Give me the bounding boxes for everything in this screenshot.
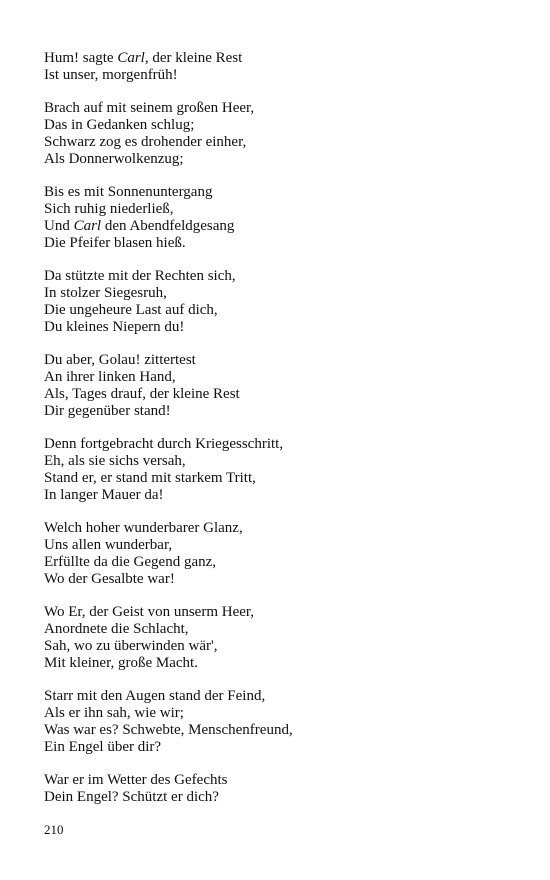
line-text: War er im Wetter des Gefechts: [44, 772, 228, 789]
poem-line: [44, 218, 524, 235]
line-text: In langer Mauer da!: [44, 486, 164, 503]
page-number: 210: [44, 822, 64, 837]
line-text: Welch hoher wunderbarer Glanz,: [44, 520, 243, 537]
poem-line: [44, 302, 524, 319]
line-text: Uns allen wunderbar,: [44, 537, 173, 554]
poem-line: [44, 201, 524, 218]
line-text: Schwarz zog es drohender einher,: [44, 133, 247, 150]
poem-line: [44, 151, 524, 168]
line-text: Sah, wo zu überwinden wär',: [44, 637, 218, 654]
stanza: [44, 604, 524, 671]
line-text: Als, Tages drauf, der kleine Rest: [44, 385, 240, 402]
line-text: Wo der Gesalbte war!: [44, 570, 175, 587]
line-text: Dir gegenüber stand!: [44, 402, 171, 419]
line-text: Stand er, er stand mit starkem Tritt,: [44, 469, 256, 486]
line-text: Mit kleiner, große Macht.: [44, 654, 198, 671]
poem-line: [44, 621, 524, 638]
line-text: Erfüllte da die Gegend ganz,: [44, 553, 217, 570]
line-text: Denn fortgebracht durch Kriegesschritt,: [44, 436, 284, 453]
poem-line: [44, 403, 524, 420]
line-text: Da stützte mit der Rechten sich,: [44, 268, 236, 285]
line-text: An ihrer linken Hand,: [44, 369, 176, 386]
poem-line: [44, 705, 524, 722]
line-text: Als er ihn sah, wie wir;: [44, 705, 184, 722]
line-text: Wo Er, der Geist von unserm Heer,: [44, 604, 255, 621]
poem-line: [44, 537, 524, 554]
poem-line: [44, 772, 524, 789]
poem-line: [44, 67, 524, 84]
line-text: Ein Engel über dir?: [44, 738, 162, 755]
line-text: , der kleine Rest: [144, 50, 243, 66]
poem-line: [44, 722, 524, 739]
line-text: Du kleines Niepern du!: [44, 318, 185, 335]
line-text: Und: [44, 217, 74, 234]
stanza: [44, 100, 524, 167]
poem-body: [44, 50, 524, 823]
poem-line: [44, 487, 524, 504]
line-text: den Abendfeldgesang: [101, 217, 235, 234]
poem-line: [44, 655, 524, 672]
poem-line: [44, 100, 524, 117]
poem-line: [44, 268, 524, 285]
poem-line: [44, 352, 524, 369]
poem-line: [44, 184, 524, 201]
poem-line: [44, 739, 524, 756]
stanza: [44, 520, 524, 587]
italic-name: Carl: [117, 50, 145, 66]
poem-line: [44, 369, 524, 386]
poem-line: [44, 688, 524, 705]
poem-line: [44, 134, 524, 151]
poem-line: [44, 789, 524, 806]
poem-line: [44, 117, 524, 134]
line-text: Anordnete die Schlacht,: [44, 621, 189, 638]
line-text: Bis es mit Sonnenuntergang: [44, 184, 213, 201]
line-text: Ist unser, morgenfrüh!: [44, 66, 178, 83]
line-text: In stolzer Siegesruh,: [44, 285, 167, 302]
poem-line: [44, 470, 524, 487]
stanza: [44, 436, 524, 503]
stanza: [44, 352, 524, 419]
poem-line: [44, 520, 524, 537]
poem-line: [44, 50, 524, 67]
line-text: Eh, als sie sichs versah,: [44, 453, 186, 470]
stanza: [44, 268, 524, 335]
stanza: [44, 772, 524, 806]
line-text: Als Donnerwolkenzug;: [44, 150, 184, 167]
line-text: Sich ruhig niederließ,: [44, 201, 174, 218]
poem-line: [44, 436, 524, 453]
line-text: Das in Gedanken schlug;: [44, 117, 195, 134]
line-text: Du aber, Golau! zittertest: [44, 352, 196, 369]
poem-line: [44, 638, 524, 655]
poem-line: [44, 604, 524, 621]
line-text: Hum! sagte: [44, 50, 118, 66]
poem-line: [44, 235, 524, 252]
line-text: Die Pfeifer blasen hieß.: [44, 234, 186, 251]
line-text: Brach auf mit seinem großen Heer,: [44, 100, 255, 117]
line-text: Dein Engel? Schützt er dich?: [44, 789, 219, 806]
poem-line: [44, 386, 524, 403]
poem-line: [44, 285, 524, 302]
italic-name: Carl: [73, 217, 102, 234]
poem-line: [44, 319, 524, 336]
line-text: Die ungeheure Last auf dich,: [44, 301, 218, 318]
stanza: [44, 688, 524, 755]
poem-line: [44, 571, 524, 588]
poem-line: [44, 554, 524, 571]
stanza: [44, 50, 524, 84]
poem-line: [44, 453, 524, 470]
stanza: [44, 184, 524, 251]
line-text: Starr mit den Augen stand der Feind,: [44, 688, 266, 705]
line-text: Was war es? Schwebte, Menschenfreund,: [44, 721, 293, 738]
